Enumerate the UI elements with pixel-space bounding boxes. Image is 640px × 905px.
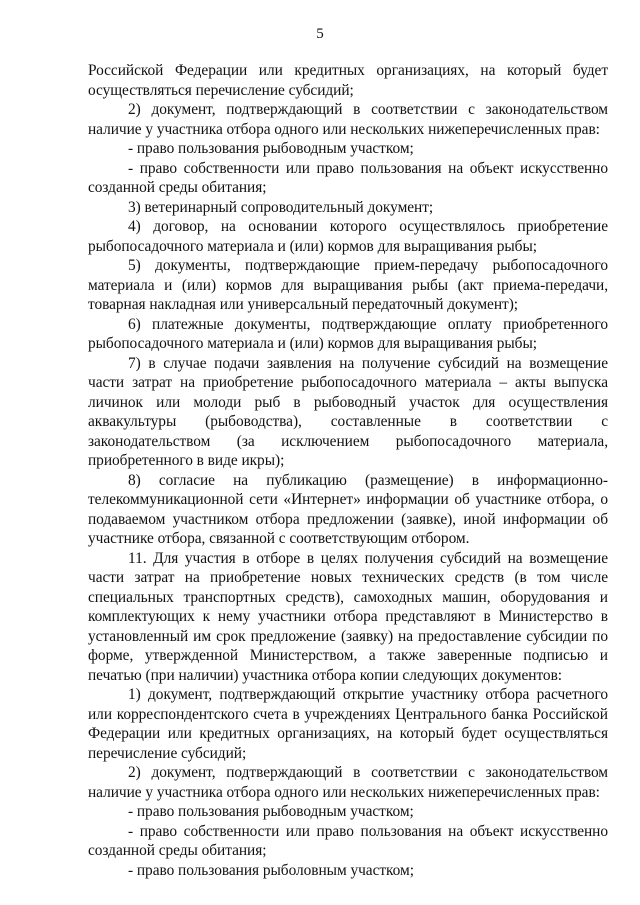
paragraph: 3) ветеринарный сопроводительный документ; bbox=[128, 198, 434, 216]
paragraph: - право пользования рыбоводным участком; bbox=[128, 803, 414, 820]
paragraph: Российской Федерации или кредитных организациях, на который будет осуществляться перечисление субсидий; bbox=[88, 62, 608, 99]
paragraph: 2) документ, подтверждающий в соответствии с законодательством наличие у участника отбора одного или нескольких нижеперечисленных прав: bbox=[88, 101, 608, 138]
paragraph: 5) документы, подтверждающие прием-передачу рыбопосадочного материала и (или) кормов для выращивания рыбы (акт приема-передачи, товарная накладная или универсальный передаточный документ); bbox=[88, 257, 608, 313]
paragraph: - право пользования рыбоводным участком; bbox=[128, 140, 414, 157]
paragraph: - право собственности или право пользования на объект искусственно созданной среды обитания; bbox=[88, 822, 608, 859]
paragraph: 2) документ, подтверждающий в соответствии с законодательством наличие у участника отбора одного или нескольких нижеперечисленных прав: bbox=[88, 764, 608, 801]
paragraph: 11. Для участия в отборе в целях получения субсидий на возмещение части затрат на приобретение новых технических средств (в том числе специальных транспортных средств), самоходных машин, оборудования и комплектующих к нему участники отбора представляют в Министерство в установленный им срок предложение (заявку) на предоставление субсидии по форме, утвержденной Министерством, а также заверенные подписью и печатью (при наличии) участника отбора копии следующих документов: bbox=[88, 549, 608, 684]
document-body bbox=[88, 61, 608, 880]
paragraph: 8) согласие на публикацию (размещение) в информационно-телекоммуникационной сети «Интернет» информации об участнике отбора, о подаваемом участником отбора предложении (заявке), иной информации об участнике отбора, связанной с соответствующим отбором. bbox=[88, 471, 608, 547]
paragraph: 1) документ, подтверждающий открытие участнику отбора расчетного или корреспондентского счета в учреждениях Центрального банка Российской Федерации или кредитных организациях, на который будет осуществляться перечисление субсидий; bbox=[88, 686, 608, 762]
paragraph: 4) договор, на основании которого осуществлялось приобретение рыбопосадочного материала и (или) кормов для выращивания рыбы; bbox=[88, 218, 608, 255]
page-number: 5 bbox=[316, 26, 324, 42]
paragraph: 6) платежные документы, подтверждающие оплату приобретенного рыбопосадочного материала и (или) кормов для выращивания рыбы; bbox=[88, 315, 608, 352]
paragraph: - право собственности или право пользования на объект искусственно созданной среды обитания; bbox=[88, 159, 608, 196]
paragraph: 7) в случае подачи заявления на получение субсидий на возмещение части затрат на приобретение рыбопосадочного материала – акты выпуска личинок или молоди рыб в рыбоводный участок для осуществления аквакультуры (рыбоводства), составленные в соответствии с законодательством (за исключением рыбопосадочного материала, приобретенного в виде икры); bbox=[88, 354, 608, 469]
paragraph: - право пользования рыболовным участком; bbox=[128, 861, 414, 879]
